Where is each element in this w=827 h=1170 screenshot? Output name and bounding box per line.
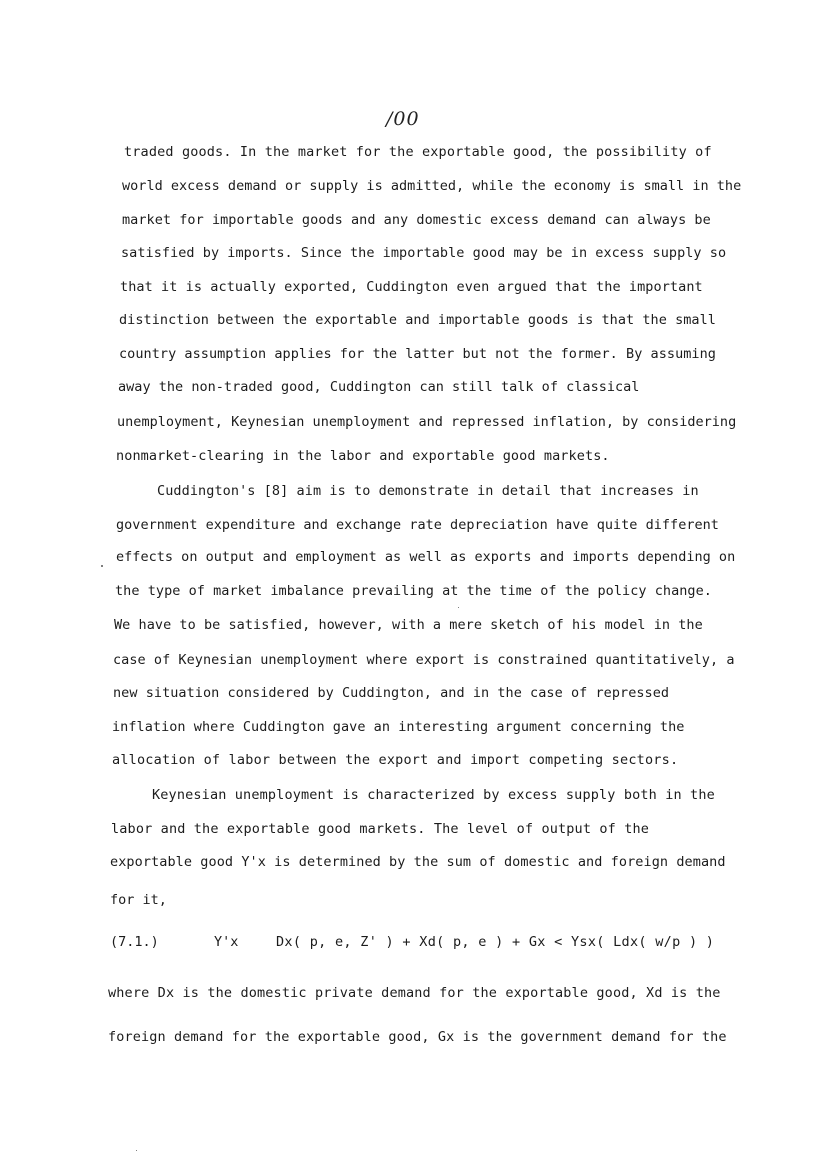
text-line: effects on output and employment as well as exports and imports depending on [116, 549, 736, 565]
page-number: /00 [386, 108, 420, 130]
text-line: where Dx is the domestic private demand for the exportable good, Xd is the [108, 985, 721, 1001]
scan-speck [458, 607, 459, 608]
text-line: world excess demand or supply is admitted, while the economy is small in the [122, 178, 742, 194]
text-line: We have to be satisfied, however, with a mere sketch of his model in the [114, 617, 703, 633]
text-line: for it, [110, 892, 167, 908]
text-line: market for importable goods and any domestic excess demand can always be [122, 212, 711, 228]
text-line: new situation considered by Cuddington, and in the case of repressed [113, 685, 670, 701]
scan-speck [101, 565, 103, 567]
text-line: the type of market imbalance prevailing at the time of the policy change. [115, 583, 712, 599]
text-line: away the non-traded good, Cuddington can still talk of classical [118, 379, 640, 395]
text-line: nonmarket-clearing in the labor and exportable good markets. [116, 448, 610, 464]
equation-rhs: Dx( p, e, Z' ) + Xd( p, e ) + Gx < Ysx( Ldx( w/p ) ) [276, 934, 715, 950]
text-line: Keynesian unemployment is characterized by excess supply both in the [152, 787, 715, 803]
text-line: country assumption applies for the latter but not the former. By assuming [119, 346, 716, 362]
equation-lhs: Y'x [214, 934, 239, 950]
text-line: unemployment, Keynesian unemployment and repressed inflation, by considering [117, 414, 737, 430]
scan-speck [136, 1150, 137, 1151]
text-line: inflation where Cuddington gave an interesting argument concerning the [112, 719, 685, 735]
text-line: foreign demand for the exportable good, Gx is the government demand for the [108, 1029, 727, 1045]
text-line: satisfied by imports. Since the importable good may be in excess supply so [121, 245, 727, 261]
equation-number: (7.1.) [110, 934, 159, 950]
text-line: labor and the exportable good markets. The level of output of the [111, 821, 650, 837]
text-line: case of Keynesian unemployment where export is constrained quantitatively, a [113, 652, 735, 668]
text-line: exportable good Y'x is determined by the sum of domestic and foreign demand [110, 854, 726, 870]
text-line: government expenditure and exchange rate depreciation have quite different [116, 517, 719, 533]
text-line: allocation of labor between the export and import competing sectors. [112, 752, 679, 768]
text-line: traded goods. In the market for the exportable good, the possibility of [124, 144, 712, 160]
text-line: distinction between the exportable and importable goods is that the small [119, 312, 716, 328]
text-line: Cuddington's [8] aim is to demonstrate in detail that increases in [157, 483, 699, 499]
text-line: that it is actually exported, Cuddington even argued that the important [120, 279, 703, 295]
